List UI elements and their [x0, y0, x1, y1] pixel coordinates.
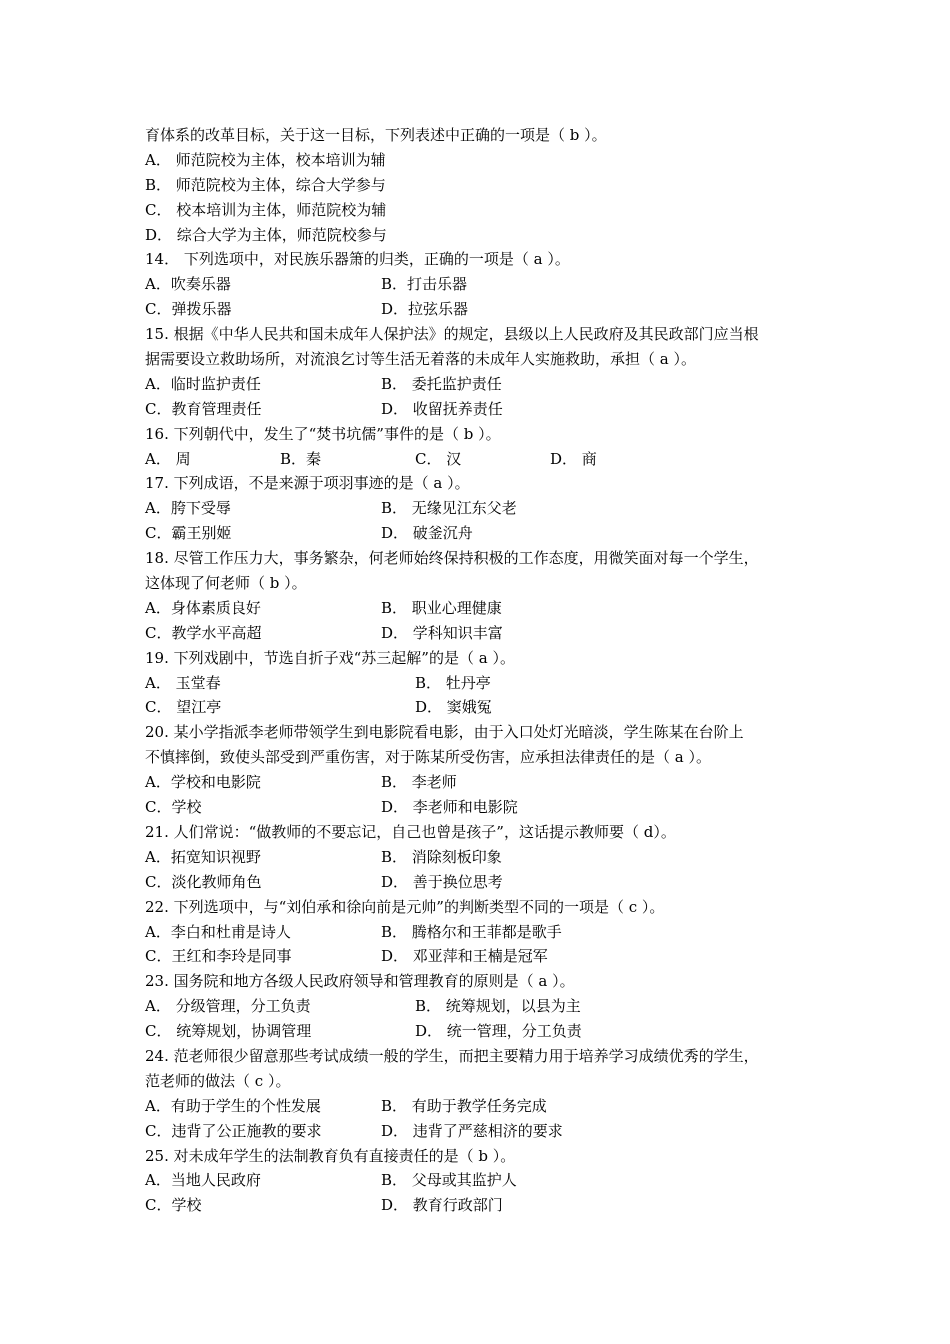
option-a: A．当地人民政府: [145, 1171, 261, 1190]
question-stem: 18. 尽管工作压力大，事务繁杂，何老师始终保持积极的工作态度，用微笑面对每一个学生，: [145, 549, 759, 568]
options-row: [145, 1168, 845, 1193]
option-b: B． 消除刻板印象: [381, 847, 502, 866]
options-row: [145, 695, 845, 720]
options-row: [145, 1094, 845, 1119]
option-c: C． 汉: [415, 449, 462, 468]
option-d: D． 综合大学为主体，师范院校参与: [145, 225, 387, 244]
option-a: A． 玉堂春: [145, 673, 221, 692]
option-d: D． 商: [550, 449, 597, 468]
option-c: C．教育管理责任: [145, 399, 262, 418]
question-stem: 15. 根据《中华人民共和国未成年人保护法》的规定，县级以上人民政府及其民政部门应当根: [145, 325, 759, 344]
question-stem: 25. 对未成年学生的法制教育负有直接责任的是（ b ）。: [145, 1146, 516, 1165]
options-row: [145, 671, 845, 696]
question-stem: 17. 下列成语，不是来源于项羽事迹的是（ a ）。: [145, 474, 470, 493]
option-b: B． 李老师: [381, 773, 457, 792]
option-b: B． 有助于教学任务完成: [381, 1096, 547, 1115]
option-a: A．李白和杜甫是诗人: [145, 922, 291, 941]
option-a: A． 分级管理，分工负责: [145, 997, 311, 1016]
options-row: [145, 596, 845, 621]
question-stem: 23. 国务院和地方各级人民政府领导和管理教育的原则是（ a ）。: [145, 972, 575, 991]
option-c: C． 统筹规划，协调管理: [145, 1022, 312, 1041]
question-stem: 21. 人们常说：“做教师的不要忘记，自己也曾是孩子”，这话提示教师要（ d）。: [145, 822, 676, 841]
options-row: [145, 920, 845, 945]
option-d: D．拉弦乐器: [381, 300, 469, 319]
option-a: A．身体素质良好: [145, 598, 261, 617]
question-stem: 22. 下列选项中，与“刘伯承和徐向前是元帅”的判断类型不同的一项是（ c ）。: [145, 897, 665, 916]
question-stem: 24. 范老师很少留意那些考试成绩一般的学生，而把主要精力用于培养学习成绩优秀的学生，: [145, 1046, 759, 1065]
option-b: B． 无缘见江东父老: [381, 499, 517, 518]
option-c: C．弹拨乐器: [145, 300, 232, 319]
option-c: C．违背了公正施教的要求: [145, 1121, 322, 1140]
options-row: [145, 944, 845, 969]
options-row: [145, 795, 845, 820]
option-c: C．霸王别姬: [145, 524, 232, 543]
option-d: D． 收留抚养责任: [381, 399, 503, 418]
question-stem: 这体现了何老师（ b ）。: [145, 574, 307, 593]
question-stem: 16. 下列朝代中，发生了“焚书坑儒”事件的是（ b ）。: [145, 424, 501, 443]
exam-page: [145, 123, 845, 1218]
option-b: B． 牡丹亭: [415, 673, 491, 692]
question-stem: 14． 下列选项中，对民族乐器箫的归类，正确的一项是（ a ）。: [145, 250, 570, 269]
option-b: B． 师范院校为主体，综合大学参与: [145, 175, 386, 194]
option-c: C．淡化教师角色: [145, 872, 262, 891]
option-a: A．拓宽知识视野: [145, 847, 261, 866]
options-row: [145, 1119, 845, 1144]
option-d: D． 善于换位思考: [381, 872, 503, 891]
question-list: [145, 247, 845, 1218]
options-row: [145, 1019, 845, 1044]
question-stem: 据需要设立救助场所，对流浪乞讨等生活无着落的未成年人实施救助，承担（ a ）。: [145, 350, 696, 369]
options-row: [145, 447, 845, 472]
option-c: C．教学水平高超: [145, 623, 262, 642]
option-c: C． 望江亭: [145, 698, 222, 717]
options-row: [145, 994, 845, 1019]
option-d: D． 李老师和电影院: [381, 798, 518, 817]
options-row: [145, 621, 845, 646]
options-row: [145, 870, 845, 895]
question-stem: 20. 某小学指派李老师带领学生到电影院看电影，由于入口处灯光暗淡，学生陈某在台阶上: [145, 723, 744, 742]
option-a: A．有助于学生的个性发展: [145, 1096, 321, 1115]
option-a: A．临时监护责任: [145, 374, 261, 393]
option-d: D． 破釜沉舟: [381, 524, 473, 543]
option-b: B．秦: [280, 449, 322, 468]
option-b: B． 职业心理健康: [381, 598, 502, 617]
options-row: [145, 1193, 845, 1218]
option-c: C．学校: [145, 798, 202, 817]
option-c: C．王红和李玲是同事: [145, 947, 292, 966]
option-a: A．胯下受辱: [145, 499, 231, 518]
option-b: B．打击乐器: [381, 275, 468, 294]
option-d: D． 违背了严慈相济的要求: [381, 1121, 563, 1140]
option-a: A．吹奏乐器: [145, 275, 231, 294]
question-stem: 不慎摔倒，致使头部受到严重伤害，对于陈某所受伤害，应承担法律责任的是（ a ）。: [145, 748, 711, 767]
options-row: [145, 521, 845, 546]
question-stem: 19. 下列戏剧中，节选自折子戏“苏三起解”的是（ a ）。: [145, 648, 515, 667]
option-a: A． 周: [145, 449, 191, 468]
option-b: B． 委托监护责任: [381, 374, 502, 393]
option-d: D． 教育行政部门: [381, 1196, 503, 1215]
option-d: D． 学科知识丰富: [381, 623, 503, 642]
option-c: C． 校本培训为主体，师范院校为辅: [145, 200, 387, 219]
question-stem: 育体系的改革目标，关于这一目标，下列表述中正确的一项是（ b ）。: [145, 126, 607, 144]
options-row: [145, 496, 845, 521]
options-row: [145, 845, 845, 870]
option-b: B． 腾格尔和王菲都是歌手: [381, 922, 562, 941]
options-row: [145, 397, 845, 422]
options-row: [145, 372, 845, 397]
option-b: B． 父母或其监护人: [381, 1171, 517, 1190]
option-a: A． 师范院校为主体，校本培训为辅: [145, 150, 386, 169]
options-row: [145, 272, 845, 297]
option-b: B． 统筹规划，以县为主: [415, 997, 581, 1016]
question-stem: 范老师的做法（ c ）。: [145, 1071, 291, 1090]
option-d: D． 统一管理，分工负责: [415, 1022, 582, 1041]
option-a: A．学校和电影院: [145, 773, 261, 792]
options-row: [145, 770, 845, 795]
option-d: D． 窦娥冤: [415, 698, 492, 717]
options-row: [145, 297, 845, 322]
option-d: D． 邓亚萍和王楠是冠军: [381, 947, 548, 966]
option-c: C．学校: [145, 1196, 202, 1215]
